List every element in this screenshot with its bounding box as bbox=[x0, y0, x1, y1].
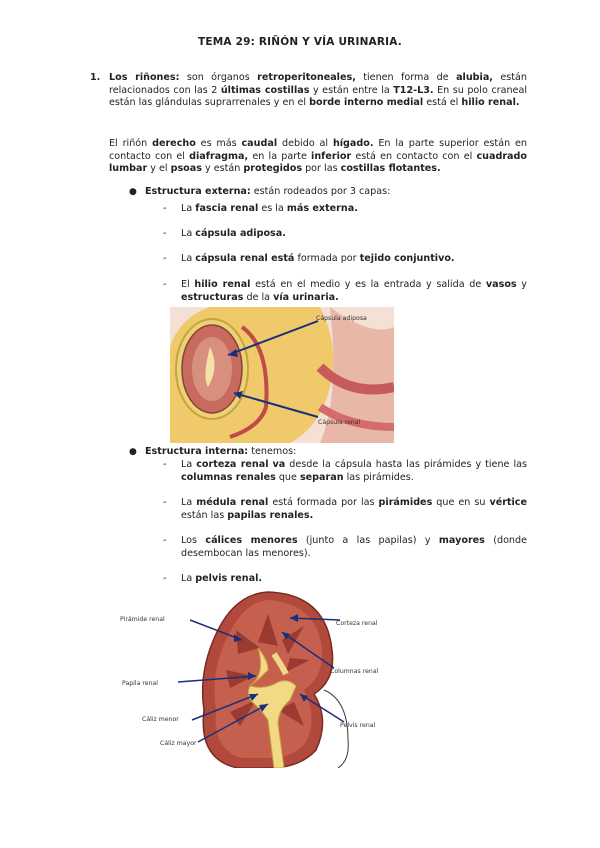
text-run: hilio renal. bbox=[461, 97, 520, 109]
page-title: TEMA 29: RIÑÓN Y VÍA URINARIA. bbox=[198, 36, 402, 48]
text-run: La bbox=[181, 203, 196, 214]
text-run: costillas flotantes. bbox=[340, 163, 441, 175]
text-run: hígado. bbox=[332, 138, 374, 149]
label-capsula-adiposa: Cápsula adiposa bbox=[316, 315, 367, 322]
dash-icon: - bbox=[163, 497, 167, 508]
external-item-3 bbox=[181, 253, 527, 266]
text-run: y están bbox=[201, 163, 244, 175]
text-run: retroperitoneales, bbox=[257, 72, 356, 83]
list-number: 1. bbox=[90, 72, 101, 83]
external-item-2 bbox=[181, 228, 527, 241]
text-run: estructuras bbox=[181, 291, 244, 303]
text-run: son órganos bbox=[179, 72, 258, 83]
dash-icon: - bbox=[163, 459, 167, 470]
text-run: pelvis renal. bbox=[195, 573, 263, 584]
text-run: La bbox=[181, 497, 197, 508]
internal-item-1 bbox=[181, 459, 527, 484]
text-run: papilas renales. bbox=[227, 509, 314, 521]
internal-item-3 bbox=[181, 535, 527, 560]
text-run: corteza renal bbox=[196, 459, 269, 470]
text-run: El bbox=[181, 279, 195, 290]
text-run: protegidos bbox=[243, 163, 303, 175]
text-run: médula renal bbox=[196, 497, 269, 508]
text-run: cápsula renal está bbox=[195, 253, 295, 264]
text-run: Estructura interna: bbox=[145, 446, 249, 457]
text-run: La bbox=[181, 228, 196, 239]
text-run: alubia, bbox=[456, 72, 493, 83]
text-run: va bbox=[272, 459, 286, 470]
intro-paragraph-2 bbox=[109, 138, 527, 176]
text-run: tejido conjuntivo. bbox=[359, 253, 455, 264]
dash-icon: - bbox=[163, 203, 167, 214]
text-run: están relacionados con las 2 bbox=[109, 72, 527, 96]
text-run: por las bbox=[302, 163, 341, 175]
kidney-capsules-illustration bbox=[170, 307, 394, 443]
dash-icon: - bbox=[163, 228, 167, 239]
text-run: En la parte superior están en contacto con el bbox=[109, 138, 527, 162]
text-run: pirámides bbox=[378, 497, 433, 508]
label-piramide-renal: Pirámide renal bbox=[120, 616, 165, 623]
text-run: es la bbox=[258, 203, 287, 214]
external-item-4 bbox=[181, 279, 527, 304]
text-run: que en su bbox=[432, 497, 490, 508]
text-run: debido al bbox=[277, 138, 333, 149]
text-run: de la bbox=[243, 291, 274, 303]
text-run: está en el medio y es la entrada y salida de bbox=[250, 279, 486, 290]
label-caliz-mayor: Cáliz mayor bbox=[160, 740, 197, 747]
text-run: Los bbox=[181, 535, 206, 546]
text-run: fascia renal bbox=[195, 203, 259, 214]
text-run: La bbox=[181, 573, 196, 584]
text-run: La bbox=[181, 459, 197, 470]
text-run: columnas renales bbox=[181, 471, 276, 483]
text-run: están rodeados por 3 capas: bbox=[250, 186, 391, 197]
text-run: diafragma, bbox=[189, 150, 249, 162]
text-run: cápsula adiposa. bbox=[195, 228, 286, 239]
text-run: formada por bbox=[294, 253, 360, 264]
internal-heading bbox=[145, 446, 525, 459]
intro-paragraph-1 bbox=[109, 72, 527, 110]
bullet-icon: ● bbox=[129, 447, 137, 457]
label-caliz-menor: Cáliz menor bbox=[142, 716, 179, 723]
text-run: en la parte bbox=[248, 150, 312, 162]
text-run: psoas bbox=[170, 163, 202, 175]
text-run: En su polo craneal están las glándulas suprarrenales y en el bbox=[109, 84, 527, 109]
text-run: está en contacto con el bbox=[351, 150, 477, 162]
text-run: y el bbox=[147, 163, 171, 175]
text-run: vía urinaria. bbox=[273, 291, 339, 303]
text-run: las pirámides. bbox=[343, 471, 414, 483]
label-pelvis-renal: Pelvis renal bbox=[340, 722, 376, 729]
text-run: (donde desembocan las menores). bbox=[181, 535, 528, 559]
dash-icon: - bbox=[163, 573, 167, 584]
text-run: cálices menores bbox=[205, 535, 298, 546]
text-run: El riñón bbox=[109, 138, 153, 149]
dash-icon: - bbox=[163, 535, 167, 546]
text-run: inferior bbox=[311, 150, 352, 162]
text-run: caudal bbox=[241, 138, 278, 149]
text-run: es más bbox=[195, 138, 242, 149]
text-run: está el bbox=[423, 97, 462, 109]
text-run: mayores bbox=[438, 535, 485, 546]
external-heading bbox=[145, 186, 525, 199]
text-run: separan bbox=[299, 471, 344, 483]
label-papila-renal: Papila renal bbox=[122, 680, 159, 687]
text-run: vértice bbox=[489, 497, 527, 508]
dash-icon: - bbox=[163, 253, 167, 264]
text-run: cuadrado lumbar bbox=[109, 150, 527, 175]
text-run: hilio renal bbox=[194, 279, 251, 290]
text-run: T12-L3. bbox=[393, 84, 434, 96]
text-run: y están entre la bbox=[309, 84, 394, 96]
text-run: Estructura externa: bbox=[145, 186, 251, 197]
dash-icon: - bbox=[163, 279, 167, 290]
text-run: últimas costillas bbox=[220, 84, 310, 96]
external-item-1 bbox=[181, 203, 527, 216]
text-run: tenemos: bbox=[248, 446, 297, 457]
bullet-icon: ● bbox=[129, 187, 137, 197]
label-corteza-renal: Corteza renal bbox=[336, 620, 378, 627]
text-run: derecho bbox=[152, 138, 196, 149]
internal-item-2 bbox=[181, 497, 527, 522]
label-columnas-renal: Columnas renal bbox=[330, 668, 379, 675]
text-run: desde la cápsula hasta las pirámides y tiene las bbox=[285, 459, 527, 470]
text-run: borde interno medial bbox=[309, 97, 424, 109]
text-run: y bbox=[516, 279, 527, 290]
label-capsula-renal: Cápsula renal bbox=[318, 419, 361, 426]
text-run: tienen forma de bbox=[355, 72, 457, 83]
text-run: La bbox=[181, 253, 196, 264]
text-run: están las bbox=[181, 509, 228, 521]
kidney-internal-figure bbox=[118, 590, 394, 768]
text-run: más externa. bbox=[286, 203, 358, 214]
internal-item-4 bbox=[181, 573, 527, 586]
kidney-capsules-figure bbox=[170, 307, 394, 443]
text-run: está formada por las bbox=[268, 497, 379, 508]
text-run: (junto a las papilas) y bbox=[297, 535, 439, 546]
text-run: que bbox=[275, 471, 300, 483]
text-run: vasos bbox=[485, 279, 517, 290]
text-run: Los riñones: bbox=[109, 72, 180, 83]
